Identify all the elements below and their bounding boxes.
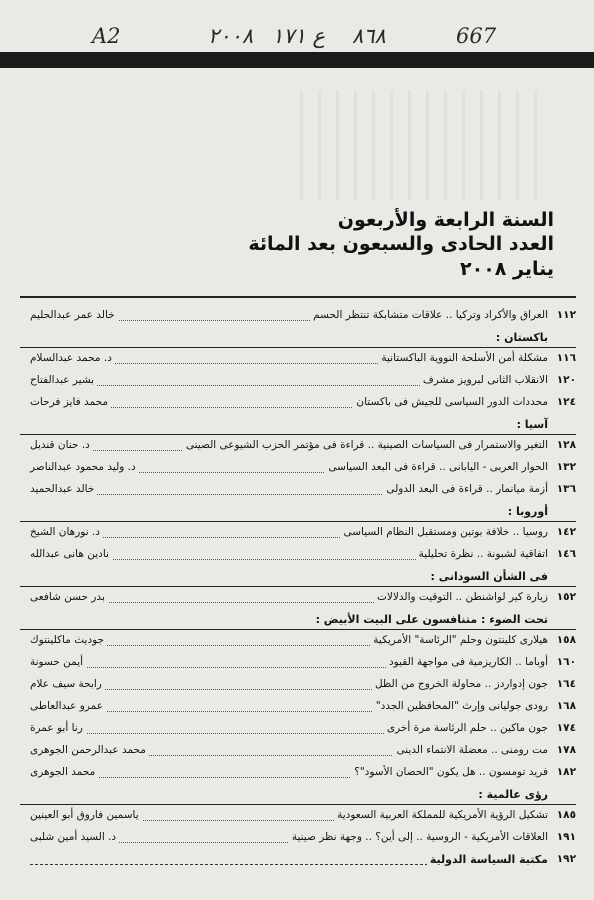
toc-entry (20, 740, 576, 762)
section-title: رؤى عالمية : (478, 788, 548, 801)
toc-entry (20, 392, 576, 414)
article-title: جون إدواردز .. محاولة الخروج من الظل (372, 678, 548, 690)
article-author: جوديث ماكلينتوك (30, 634, 107, 646)
toc-section-heading (20, 784, 576, 805)
handwritten-note: ٢٠٠٨ (208, 24, 254, 48)
article-author: د. محمد عبدالسلام (30, 352, 115, 364)
toc-section-heading (20, 501, 576, 522)
article-title: جون ماكين .. حلم الرئاسة مرة أخرى (384, 722, 548, 734)
page-number: ١٨٥ (556, 809, 576, 821)
page-number: ١٨٢ (556, 766, 576, 778)
article-author: عمرو عبدالعاطى (30, 700, 106, 712)
article-author: محمد عبدالرحمن الجوهرى (30, 744, 149, 756)
article-title: أزمة ميانمار .. قراءة فى البعد الدولى (383, 483, 548, 495)
show-through-shadow (300, 90, 540, 200)
article-title: التغير والاستمرار فى السياسات الصينية .. قراءة فى مؤتمر الحزب الشيوعى الصينى (183, 439, 548, 451)
page-number: ١١٦ (556, 352, 576, 364)
page-number: ١٥٨ (556, 634, 576, 646)
toc-entry (20, 805, 576, 827)
article-title: محددات الدور السياسى للجيش فى باكستان (353, 396, 548, 408)
article-title: الانقلاب الثانى لبرويز مشرف (420, 374, 548, 386)
article-author: بدر حسن شافعى (30, 591, 108, 603)
toc-entry (20, 522, 576, 544)
toc-entry (20, 696, 576, 718)
article-author: د. حنان قنديل (30, 439, 93, 451)
article-author: محمد فايز فرحات (30, 396, 111, 408)
handwritten-note: 667 (456, 24, 497, 48)
toc-entry (20, 762, 576, 784)
section-title: تحت الضوء : متنافسون على البيت الأبيض : (315, 613, 548, 626)
toc-entry (20, 457, 576, 479)
article-title: تشكيل الرؤية الأمريكية للمملكة العربية السعودية (334, 809, 548, 821)
article-author: خالد عمر عبدالحليم (30, 309, 118, 321)
section-title: باكستان : (495, 331, 548, 344)
issue-number: العدد الحادى والسبعون بعد المائة (248, 233, 554, 255)
toc-entry (20, 587, 576, 609)
masthead (234, 208, 554, 282)
toc-entry (20, 370, 576, 392)
article-title: مت رومنى .. معضلة الانتماء الدينى (393, 744, 548, 756)
page-number: ١٧٨ (556, 744, 576, 756)
scan-edge-band (0, 52, 594, 68)
toc-section-heading (20, 609, 576, 630)
toc-entry (20, 652, 576, 674)
article-author: د. السيد أمين شلبى (30, 831, 119, 843)
toc-entry (20, 348, 576, 370)
article-author: د. وليد محمود عبدالناصر (30, 461, 139, 473)
toc-section-heading (20, 414, 576, 435)
handwritten-note: A2 (92, 24, 121, 48)
article-title: فريد تومسون .. هل يكون "الحصان الأسود"؟ (351, 766, 548, 778)
toc-entry (20, 435, 576, 457)
page-number: ١٢٠ (556, 374, 576, 386)
page-number: ١٣٦ (556, 483, 576, 495)
article-author: خالد عبدالحميد (30, 483, 97, 495)
section-title: آسيا : (516, 418, 548, 431)
page-number: ١١٢ (556, 309, 576, 321)
article-title: مكتبة السياسة الدولية (427, 853, 548, 866)
toc-entry (20, 630, 576, 652)
article-title: أوباما .. الكاريزمية فى مواجهة القيود (386, 656, 548, 668)
page-number: ١٧٤ (556, 722, 576, 734)
page-number: ١٥٢ (556, 591, 576, 603)
toc-section-heading (20, 566, 576, 587)
toc-entry (20, 479, 576, 501)
handwritten-notes (0, 6, 594, 56)
page-number: ١٣٢ (556, 461, 576, 473)
article-author: ياسمين فاروق أبو العينين (30, 809, 142, 821)
page-number: ١٤٢ (556, 526, 576, 538)
article-author: د. نورهان الشيخ (30, 526, 103, 538)
page-number: ١٦٤ (556, 678, 576, 690)
section-title: أوروبا : (507, 505, 548, 518)
header-rule (20, 296, 576, 298)
article-author: رابحة سيف علام (30, 678, 105, 690)
article-title: العراق والأكراد وتركيا .. علاقات متشابكة تنتظر الحسم (310, 309, 548, 321)
article-title: هيلارى كلينتون وحلم "الرئاسة" الأمريكية (370, 634, 548, 646)
article-title: زيارة كير لواشنطن .. التوقيت والدلالات (374, 591, 548, 603)
section-title: فى الشأن السودانى : (430, 570, 548, 583)
article-title: مشكلة أمن الأسلحة النووية الباكستانية (378, 352, 548, 364)
toc-final-entry (20, 849, 576, 871)
toc-entry (20, 674, 576, 696)
article-title: روسيا .. خلافة بوتين ومستقبل النظام السياسى (340, 526, 548, 538)
toc-entry (20, 827, 576, 849)
page-number: ١٩١ (556, 831, 576, 843)
table-of-contents (20, 305, 576, 871)
page-number: ١٢٤ (556, 396, 576, 408)
page-number: ١٢٨ (556, 439, 576, 451)
article-author: محمد الجوهرى (30, 766, 98, 778)
handwritten-note: ٨٦٨ (352, 24, 386, 48)
article-title: رودى جوليانى وإرث "المحافظين الجدد" (373, 700, 548, 712)
article-author: أيمن حسونة (30, 656, 86, 668)
volume-year: السنة الرابعة والأربعون (337, 209, 554, 231)
page-number: ١٦٨ (556, 700, 576, 712)
article-title: الحوار العربى - اليابانى .. قراءة فى البعد السياسى (325, 461, 548, 473)
article-author: نادين هانى عبدالله (30, 548, 112, 560)
handwritten-note: ع ١٧١ (272, 24, 326, 48)
article-title: العلاقات الأمريكية - الروسية .. إلى أين؟ .. وجهة نظر صينية (289, 831, 548, 843)
toc-entry (20, 544, 576, 566)
toc-entry (20, 718, 576, 740)
page-number: ١٦٠ (556, 656, 576, 668)
article-author: بشير عبدالفتاح (30, 374, 97, 386)
article-author: رنا أبو عمرة (30, 722, 86, 734)
page-number: ١٩٢ (556, 853, 576, 865)
toc-section-heading (20, 327, 576, 348)
issue-date: يناير ٢٠٠٨ (460, 258, 554, 280)
toc-entry (20, 305, 576, 327)
article-title: اتفاقية لشبونة .. نظرة تحليلية (416, 548, 548, 560)
page-number: ١٤٦ (556, 548, 576, 560)
